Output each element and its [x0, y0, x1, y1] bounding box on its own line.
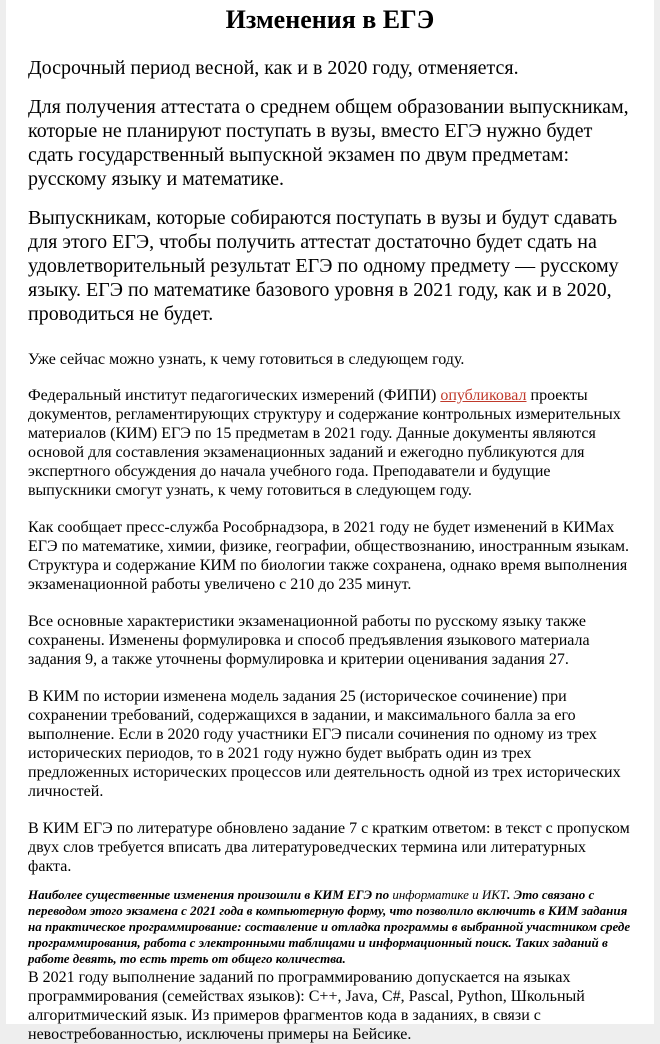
paragraph-programming-languages: В 2021 году выполнение заданий по программированию допускается на языках программирования (семействах языков): C++, Java, C#, Pascal, Python, Школьный алгоритмический язык. Из примеров фрагментов кода в заданиях, в связи с невостребованностью, исключены примеры на Бейсике.: [28, 969, 585, 1043]
paragraph-early-period: Досрочный период весной, как и в 2020 году, отменяется.: [28, 57, 519, 79]
page-title: Изменения в ЕГЭ: [225, 5, 435, 34]
paragraph-russian-language: Все основные характеристики экзаменационной работы по русскому языку также сохранены. Изменены формулировка и способ предъявления языкового материала задания 9, а также уточнены формулировка и критерии оценивания задания 27.: [28, 613, 590, 668]
fipi-text-before: Федеральный институт педагогических измерений (ФИПИ): [28, 387, 441, 404]
paragraph-informatics-note: [28, 887, 632, 967]
note-part-3: . Это связано с переводом этого экзамена с 2021 года в компьютерную форму, что позволило включить в КИМ задания на практическое программирование: составление и отладка программы в выбранной участником среде программирования, работа с электронными таблицами и информационный поиск. Таких заданий в работе девять, то есть треть от общего количества.: [28, 887, 631, 966]
paragraph-rosobrnadzor: Как сообщает пресс-служба Рособрнадзора, в 2021 году не будет изменений в КИМах ЕГЭ по математике, химии, физике, географии, обществознанию, иностранным языкам. Структура и содержание КИМ по биологии также сохранена, однако время выполнения экзаменационной работы увеличено с 210 до 235 минут.: [28, 519, 630, 593]
paragraph-state-exam: Для получения аттестата о среднем общем образовании выпускникам, которые не планируют поступать в вузы, вместо ЕГЭ нужно будет сдать государственный выпускной экзамен по двум предметам: русскому языку и математике.: [28, 96, 629, 190]
paragraph-fipi: [28, 386, 632, 500]
note-part-1: Наиболее существенные изменения произошли в КИМ ЕГЭ по: [28, 887, 393, 902]
paragraph-history: В КИМ по истории изменена модель задания 25 (историческое сочинение) при сохранении требований, содержащихся в задании, и максимального балла за его выполнение. Если в 2020 году участники ЕГЭ писали сочинения по одному из трех исторических периодов, то в 2021 году нужно будет выбрать один из трех предложенных исторических процессов или деятельность одной из трех исторических личностей.: [28, 688, 621, 800]
published-link[interactable]: опубликовал: [440, 387, 527, 404]
paragraph-university-applicants: Выпускникам, которые собираются поступать в вузы и будут сдавать для этого ЕГЭ, чтобы получить аттестат достаточно будет сдать на удовлетворительный результат ЕГЭ по одному предмету — русскому языку. ЕГЭ по математике базового уровня в 2021 году, как и в 2020, проводиться не будет.: [28, 207, 619, 325]
fipi-text-after: проекты документов, регламентирующих структуру и содержание контрольных измерительных материалов (КИМ) ЕГЭ по 15 предметам в 2021 году. Данные документы являются основой для составления экзаменационных заданий и ежегодно публикуются для экспертного обсуждения до начала учебного года. Преподаватели и будущие выпускники смогут узнать, к чему готовиться в следующем году.: [28, 387, 621, 499]
document-page: [6, 0, 654, 1043]
paragraph-literature: В КИМ ЕГЭ по литературе обновлено задание 7 с кратким ответом: в текст с пропуском двух слов требуется вписать два литературоведческих термина или литературных факта.: [28, 820, 630, 875]
note-subject: информатике и ИКТ: [392, 887, 508, 902]
paragraph-prepare-now: Уже сейчас можно узнать, к чему готовиться в следующем году.: [28, 351, 465, 368]
